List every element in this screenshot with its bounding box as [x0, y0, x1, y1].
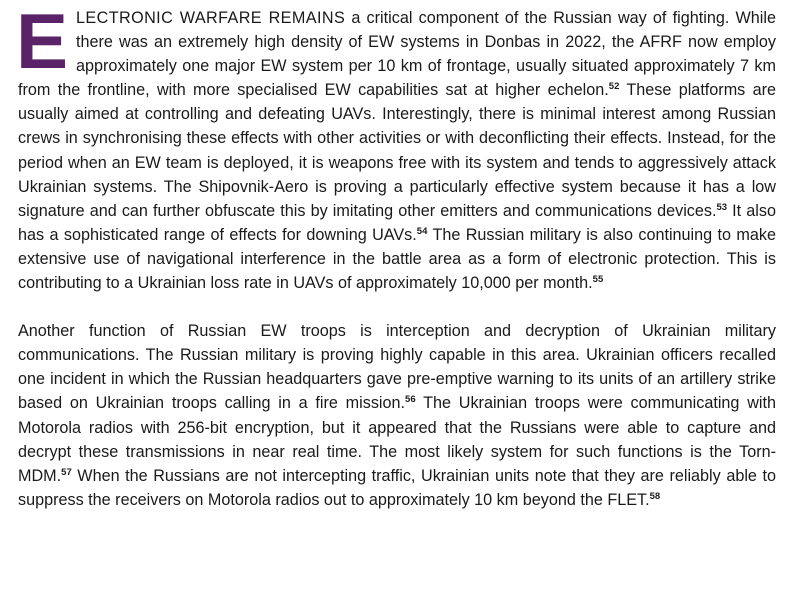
paragraph-text: It also has a sophisticated range of effects for downing UAVs.	[18, 201, 776, 244]
paragraph-text: a critical component of the Russian way of fighting. While there was an extremely high density of EW systems in Donbas in 2022, the AFRF now employ approximately one major EW system per 10 km of frontage, usually situated approximately 7 km from the frontline, with more specialised EW capabilities sat at higher echelon.	[18, 9, 776, 100]
article-body	[16, 0, 777, 512]
drop-cap: E	[16, 0, 69, 85]
footnote-ref-52[interactable]: 52	[608, 81, 620, 93]
footnote-ref-58[interactable]: 58	[649, 490, 661, 502]
lead-in-text: LECTRONIC WARFARE REMAINS	[76, 9, 346, 27]
paragraph-text: These platforms are usually aimed at controlling and defeating UAVs. Interestingly, there is minimal interest among Russian crews in synchronising these effects with other activities or with deconflicting their effects. Instead, for the period when an EW team is deployed, it is weapons free with its system and tends to aggressively attack Ukrainian systems. The Shipovnik-Aero is proving a particularly effective system because it has a low signature and can further obfuscate this by imitating other emitters and communications devices.	[18, 81, 777, 220]
footnote-ref-56[interactable]: 56	[405, 394, 416, 406]
paragraph-text: When the Russians are not intercepting traffic, Ukrainian units note that they are reliably able to suppress the receivers on Motorola radios out to approximately 10 km beyond the FLET.	[18, 466, 776, 509]
footnote-ref-54[interactable]: 54	[416, 225, 428, 237]
paragraph-text: The Ukrainian troops were communicating with Motorola radios with 256-bit encryption, but it appeared that the Russians were able to capture and decrypt these transmissions in near real time. The most likely system for such functions is the Torn-MDM.	[18, 394, 776, 485]
paragraph-electronic-warfare	[16, 0, 777, 295]
footnote-ref-57[interactable]: 57	[61, 466, 72, 478]
footnote-ref-55[interactable]: 55	[592, 274, 604, 286]
paragraph-text: Another function of Russian EW troops is interception and decryption of Ukrainian military communications. The Russian military is proving highly capable in this area. Ukrainian officers recalled one incident in which the Russian headquarters gave pre-emptive warning to its units of an artillery strike based on Ukrainian troops calling in a fire mission.	[18, 322, 776, 413]
footnote-ref-53[interactable]: 53	[716, 201, 728, 213]
paragraph-interception	[18, 319, 776, 512]
paragraph-text: The Russian military is also continuing to make extensive use of navigational interference in the battle area as a form of electronic protection. This is contributing to a Ukrainian loss rate in UAVs of approximately 10,000 per month.	[18, 225, 776, 293]
